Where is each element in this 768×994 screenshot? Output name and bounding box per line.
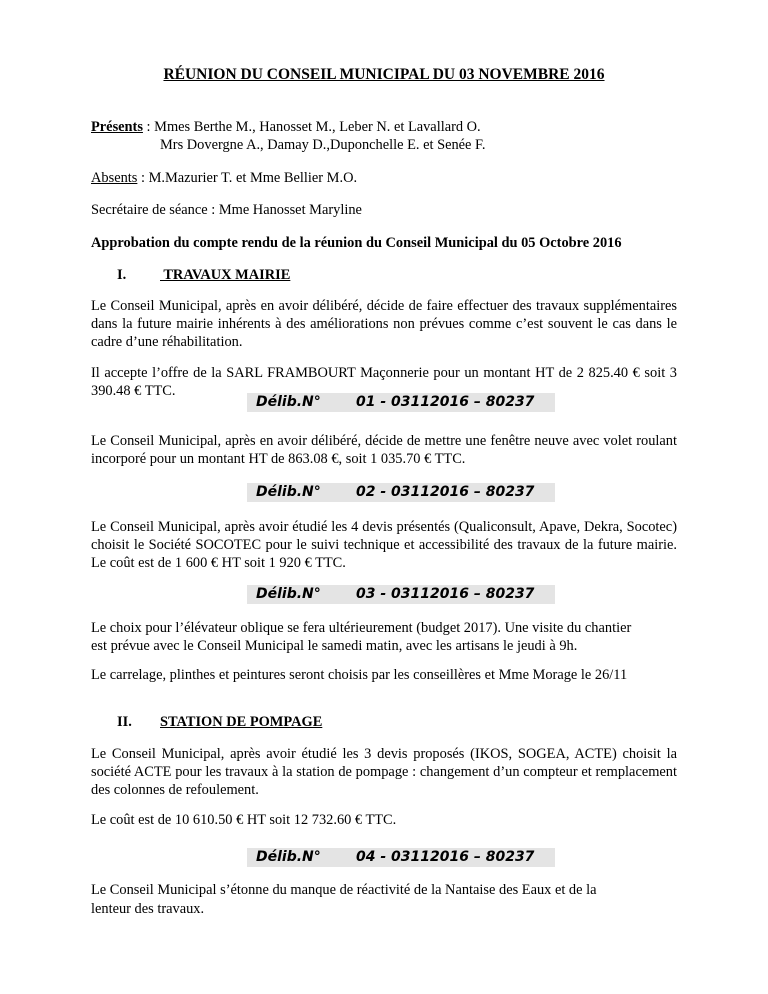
section-1-paragraph-6: Le carrelage, plinthes et peintures seront choisis par les conseillères et Mme Morage le 26/11 [91, 667, 628, 683]
delib-1-number: 01 - 03112016 – 80237 [356, 394, 535, 410]
delib-3-label: Délib.N° [256, 586, 321, 602]
presents-separator: : [142, 119, 155, 135]
section-2-p3-line-1: Le Conseil Municipal s’étonne du manque de réactivité de la Nantaise des Eaux et de la [91, 882, 597, 898]
section-2-title: STATION DE POMPAGE [160, 714, 323, 730]
page-title: RÉUNION DU CONSEIL MUNICIPAL DU 03 NOVEMBRE 2016 [163, 66, 605, 83]
delib-3-box [247, 585, 555, 604]
section-1-number: I. [117, 267, 127, 283]
section-1-paragraph-3 [91, 432, 677, 468]
section-1-paragraph-4 [91, 518, 677, 572]
absents-line [91, 170, 357, 187]
section-1-p4-text: Le Conseil Municipal, après avoir étudié les 4 devis présentés (Qualiconsult, Apave, Dekra, Socotec) choisit le Société SOCOTEC pour le suivi technique et accessibilité des travaux de la future mairie. Le coût est de 1 600 € HT soit 1 920 € TTC. [91, 519, 677, 571]
section-2-p3-line-2: lenteur des travaux. [91, 901, 205, 917]
presents-women: Mmes Berthe M., Hanosset M., Leber N. et Lavallard O. [154, 119, 481, 135]
delib-1-box [247, 393, 555, 412]
section-2-number: II. [117, 714, 132, 730]
delib-2-number: 02 - 03112016 – 80237 [356, 484, 535, 500]
presents-line-1 [91, 119, 481, 136]
section-1-paragraph-1 [91, 297, 677, 351]
section-2-paragraph-1 [91, 745, 677, 799]
absents-label: Absents [91, 170, 138, 186]
delib-4-number: 04 - 03112016 – 80237 [356, 849, 535, 865]
section-1-p3-text: Le Conseil Municipal, après en avoir délibéré, décide de mettre une fenêtre neuve avec volet roulant incorporé pour un montant HT de 863.08 €, soit 1 035.70 € TTC. [91, 433, 677, 467]
section-1-p5-line-2: est prévue avec le Conseil Municipal le samedi matin, avec les artisans le jeudi à 9h. [91, 638, 578, 654]
section-2-p1-text: Le Conseil Municipal, après avoir étudié les 3 devis proposés (IKOS, SOGEA, ACTE) choisit la société ACTE pour les travaux à la station de pompage : changement d’un compteur et remplacement des colonnes de refoulement. [91, 746, 677, 798]
delib-3-number: 03 - 03112016 – 80237 [356, 586, 535, 602]
absents-separator: : [137, 170, 149, 186]
delib-1-label: Délib.N° [256, 394, 321, 410]
section-1-p1-text: Le Conseil Municipal, après en avoir délibéré, décide de faire effectuer des travaux supplémentaires dans la future mairie inhérents à des améliorations non prévues comme c’est souvent le cas dans le cadre d’une réhabilitation. [91, 298, 677, 350]
section-1-title: TRAVAUX MAIRIE [160, 267, 291, 283]
presents-label: Présents [91, 119, 143, 135]
delib-4-box [247, 848, 555, 867]
section-1-p5-line-1: Le choix pour l’élévateur oblique se fera ultérieurement (budget 2017). Une visite du chantier [91, 620, 632, 636]
delib-4-label: Délib.N° [256, 849, 321, 865]
section-1-p2-text: Il accepte l’offre de la SARL FRAMBOURT Maçonnerie pour un montant HT de 2 825.40 € soit 3 390.48 € TTC. [91, 365, 677, 399]
approbation-heading: Approbation du compte rendu de la réunion du Conseil Municipal du 05 Octobre 2016 [91, 235, 622, 251]
secretaire-line: Secrétaire de séance : Mme Hanosset Maryline [91, 202, 362, 218]
section-2-paragraph-2: Le coût est de 10 610.50 € HT soit 12 732.60 € TTC. [91, 812, 397, 828]
presents-men: Mrs Dovergne A., Damay D.,Duponchelle E. et Senée F. [160, 137, 486, 153]
delib-2-label: Délib.N° [256, 484, 321, 500]
delib-2-box [247, 483, 555, 502]
absents-names: M.Mazurier T. et Mme Bellier M.O. [148, 170, 358, 186]
